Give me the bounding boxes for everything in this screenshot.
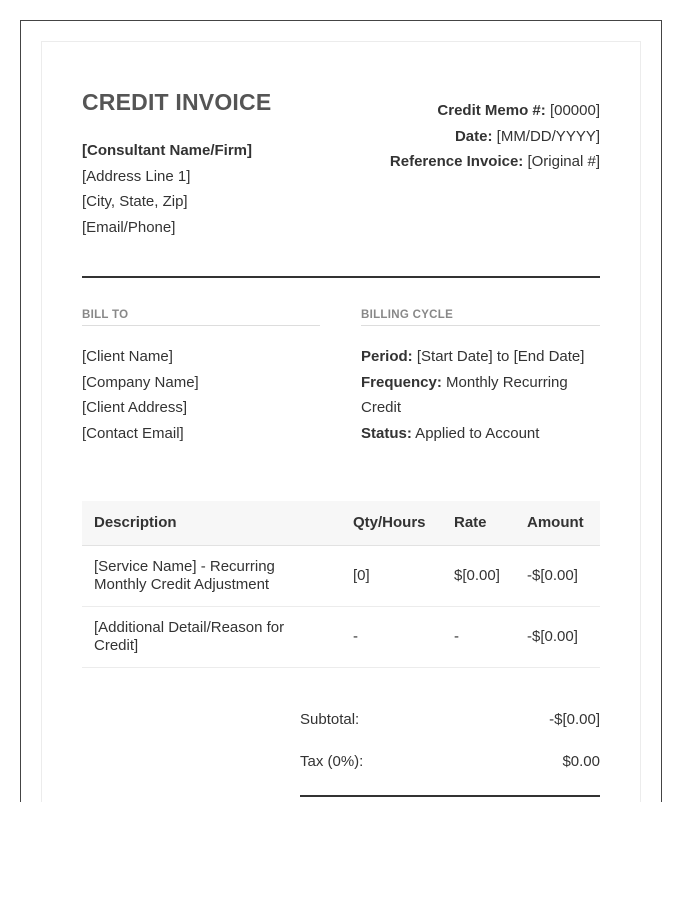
row-rate: - <box>442 606 515 667</box>
frequency-line <box>361 370 601 421</box>
header-divider <box>82 276 600 278</box>
consultant-city-state-zip: [City, State, Zip] <box>82 193 188 210</box>
billing-cycle-details <box>361 344 601 446</box>
line-items-table <box>82 501 600 668</box>
status-line <box>361 421 601 447</box>
bill-to-details <box>82 344 320 446</box>
row-qty: [0] <box>341 545 442 606</box>
period-label: Period: <box>361 348 413 365</box>
period-value: [Start Date] to [End Date] <box>412 348 585 365</box>
status-label: Status: <box>361 424 412 442</box>
period-line <box>361 344 601 370</box>
frequency-value: Monthly Recurring Credit <box>361 373 568 416</box>
subtotal-row <box>300 706 600 748</box>
client-name: [Client Name] <box>82 348 173 365</box>
date-label: Date: <box>454 127 493 145</box>
document-frame <box>20 20 662 802</box>
consultant-email-phone: [Email/Phone] <box>82 218 176 236</box>
header-qty-hours: Qty/Hours <box>341 501 442 545</box>
header-rate: Rate <box>442 501 515 545</box>
bill-to-heading: BILL TO <box>82 309 320 326</box>
consultant-name: [Consultant Name/Firm] <box>82 142 253 159</box>
tax-value: $0.00 <box>562 753 600 770</box>
date-line <box>300 124 600 150</box>
frequency-label: Frequency: <box>361 373 442 391</box>
invoice-title: CREDIT INVOICE <box>82 89 272 115</box>
invoice-meta <box>300 98 600 175</box>
row-description: [Additional Detail/Reason for Credit] <box>82 606 341 667</box>
row-rate: $[0.00] <box>442 545 515 606</box>
client-address: [Client Address] <box>82 399 188 416</box>
consultant-address: [Address Line 1] <box>82 167 191 185</box>
reference-invoice-label: Reference Invoice: <box>389 153 524 170</box>
credit-memo-line <box>300 98 600 124</box>
tax-row <box>300 748 600 790</box>
table-row <box>82 606 600 667</box>
company-name: [Company Name] <box>82 373 199 391</box>
totals-block <box>300 706 600 790</box>
invoice-sheet <box>41 41 641 802</box>
billing-cycle-heading: BILLING CYCLE <box>361 309 600 326</box>
row-amount: -$[0.00] <box>515 606 600 667</box>
contact-email: [Contact Email] <box>82 424 184 442</box>
header-amount: Amount <box>515 501 600 545</box>
totals-divider <box>300 795 600 797</box>
reference-invoice-value: [Original #] <box>523 153 600 170</box>
row-qty: - <box>341 606 442 667</box>
tax-label: Tax (0%): <box>300 753 364 770</box>
header-description: Description <box>82 501 341 545</box>
status-value: Applied to Account <box>411 424 540 442</box>
date-value: [MM/DD/YYYY] <box>492 127 600 145</box>
credit-memo-value: [00000] <box>545 102 600 119</box>
reference-invoice-line <box>300 149 600 175</box>
subtotal-label: Subtotal: <box>300 711 360 728</box>
row-description: [Service Name] - Recurring Monthly Credit Adjustment <box>82 545 341 606</box>
table-row <box>82 545 600 606</box>
subtotal-value: -$[0.00] <box>549 711 600 728</box>
credit-memo-label: Credit Memo #: <box>437 102 546 119</box>
table-header-row <box>82 501 600 545</box>
row-amount: -$[0.00] <box>515 545 600 606</box>
